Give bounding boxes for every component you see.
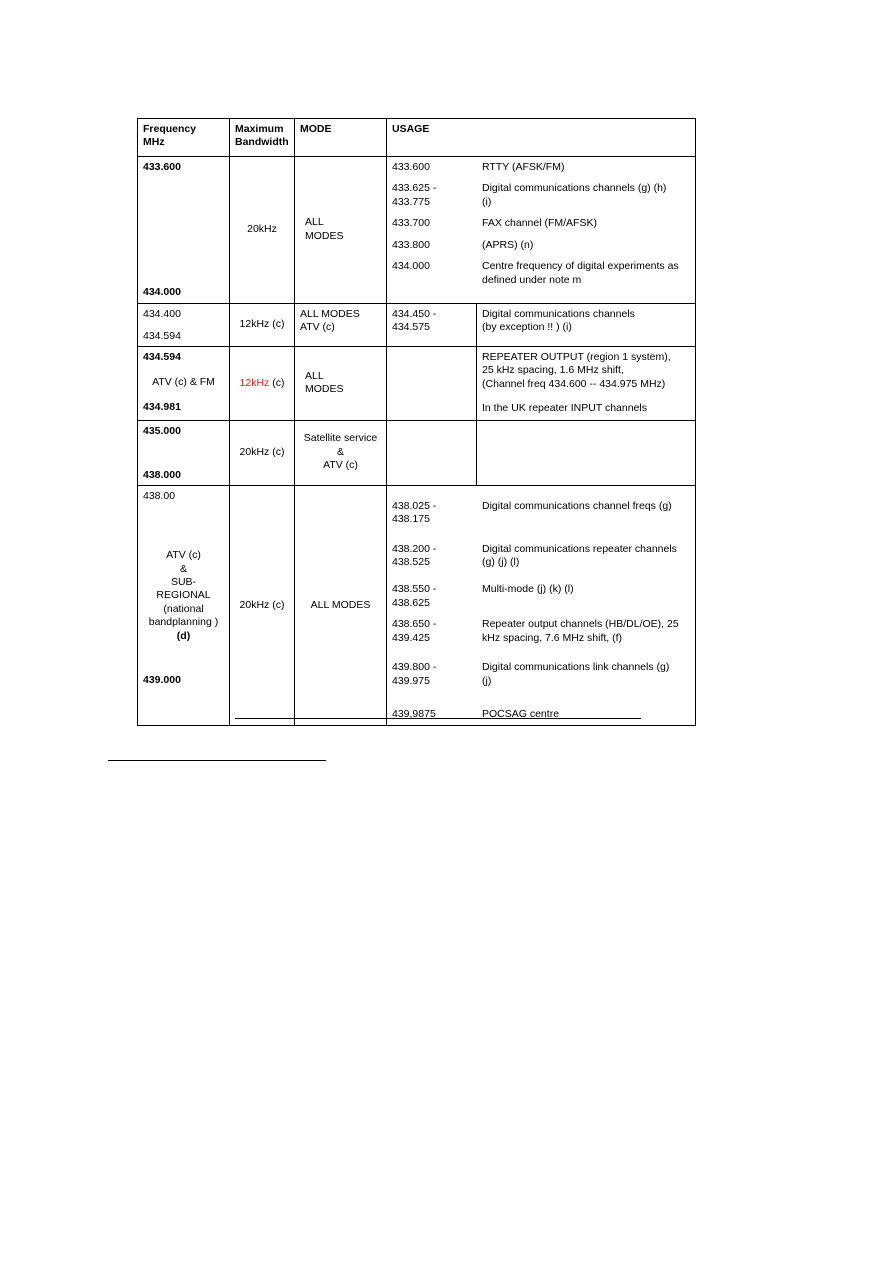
cell-bandwidth-1 xyxy=(230,156,295,303)
row3-mode-line1: ALL xyxy=(305,369,324,382)
usage-entry xyxy=(387,573,695,614)
header-bandwidth-line2: Bandwidth xyxy=(235,136,289,149)
cell-usage-desc-4 xyxy=(477,420,696,485)
row4-bandwidth: 20kHz (c) xyxy=(239,445,285,458)
usage-freq-line1: 439.800 - xyxy=(392,661,437,674)
usage-entry xyxy=(387,235,695,256)
horizontal-rule-upper xyxy=(235,718,641,719)
row4-mode-line2: & xyxy=(336,445,344,458)
row5-freq-mid-block xyxy=(143,549,224,643)
usage-desc xyxy=(477,496,695,531)
table-row xyxy=(138,156,696,303)
row3-usage-line3: (Channel freq 434.600 -- 434.975 MHz) xyxy=(482,377,666,390)
usage-freq-line2: 438.525 xyxy=(392,555,430,568)
usage-desc-line1: Repeater output channels (HB/DL/OE), 25 xyxy=(482,618,679,631)
usage-desc xyxy=(477,657,695,692)
usage-freq-line2: 438.175 xyxy=(392,513,430,526)
usage-desc-line1: Digital communications repeater channels xyxy=(482,542,677,555)
row4-freq-top: 435.000 xyxy=(143,424,181,437)
row3-usage-gap xyxy=(482,391,690,402)
row1-mode-line2: MODES xyxy=(305,229,344,242)
cell-usage-5 xyxy=(387,485,696,726)
band-plan-table xyxy=(137,118,696,726)
row5-mid-line6: bandplanning ) xyxy=(148,616,219,629)
header-frequency-line2: MHz xyxy=(143,136,165,149)
usage-desc xyxy=(477,256,695,291)
table-row xyxy=(138,346,696,420)
usage-desc-line1: Digital communications link channels (g) xyxy=(482,661,670,674)
row4-mode-line1: Satellite service xyxy=(303,432,378,445)
cell-usage-1 xyxy=(387,156,696,303)
header-mode xyxy=(295,119,387,157)
usage-freq xyxy=(387,657,477,692)
usage-desc: FAX channel (FM/AFSK) xyxy=(482,217,597,230)
row1-mode-line1: ALL xyxy=(305,216,324,229)
usage-freq: 434.000 xyxy=(392,260,430,273)
usage-desc-line1: Multi-mode (j) (k) (l) xyxy=(482,583,574,596)
row3-usage-line1: REPEATER OUTPUT (region 1 system), xyxy=(482,350,671,363)
usage-freq xyxy=(387,579,477,614)
cell-usage-freq-2 xyxy=(387,303,477,346)
row5-mid-line7: (d) xyxy=(176,629,191,642)
usage-desc-line1: Digital communications channels (g) (h) xyxy=(482,182,667,195)
row1-bandwidth: 20kHz xyxy=(247,223,277,236)
row2-freq-bottom: 434.594 xyxy=(143,330,181,343)
cell-frequency-range-5 xyxy=(138,485,230,726)
usage-freq: 433.600 xyxy=(392,160,430,173)
usage-desc-line2: defined under note m xyxy=(482,273,582,286)
usage-desc-line1: Centre frequency of digital experiments as xyxy=(482,260,679,273)
row5-freq-bottom: 439.000 xyxy=(143,674,181,687)
usage-entry xyxy=(387,531,695,574)
row3-bandwidth-red: 12kHz xyxy=(239,376,270,389)
usage-desc: (APRS) (n) xyxy=(482,238,534,251)
header-usage-label: USAGE xyxy=(392,123,430,135)
row2-usage-desc-line2: (by exception !! ) (i) xyxy=(482,321,572,334)
usage-freq xyxy=(387,496,477,531)
usage-freq xyxy=(387,178,477,213)
cell-usage-desc-2 xyxy=(477,303,696,346)
usage-entry xyxy=(387,692,695,725)
cell-usage-desc-3 xyxy=(477,346,696,420)
row5-mid-line1: ATV (c) xyxy=(166,549,201,562)
usage-freq-line2: 439.425 xyxy=(392,631,430,644)
row2-usage-freq-line1: 434.450 - xyxy=(392,307,437,320)
usage-freq-line1: 438.550 - xyxy=(392,583,437,596)
row2-bandwidth: 12kHz (c) xyxy=(239,318,285,331)
header-frequency xyxy=(138,119,230,157)
table-row xyxy=(138,420,696,485)
row3-freq-mid: ATV (c) & FM xyxy=(152,376,215,389)
header-frequency-line1: Frequency xyxy=(143,123,197,135)
header-mode-label: MODE xyxy=(300,123,332,135)
row2-mode-line1: ALL MODES xyxy=(300,307,360,320)
usage-freq: 439,9875 xyxy=(392,708,436,720)
cell-mode-1 xyxy=(295,156,387,303)
row5-mode: ALL MODES xyxy=(310,598,371,611)
row5-freq-top: 438.00 xyxy=(143,489,176,502)
row4-freq-bottom: 438.000 xyxy=(143,469,181,482)
usage-freq-line2: 438.625 xyxy=(392,596,430,609)
usage-freq-line2: 433.775 xyxy=(392,195,430,208)
cell-mode-4 xyxy=(295,420,387,485)
row5-mid-line3: SUB- xyxy=(170,575,197,588)
row4-mode-line3: ATV (c) xyxy=(323,459,358,472)
row2-usage-desc-line1: Digital communications channels xyxy=(482,307,635,320)
row2-usage-freq-line2: 434.575 xyxy=(392,321,430,334)
cell-usage-freq-4 xyxy=(387,420,477,485)
table-row xyxy=(138,485,696,726)
usage-desc xyxy=(477,614,695,649)
row3-freq-top: 434.594 xyxy=(143,350,181,363)
row5-mid-line5: (national xyxy=(163,602,204,615)
row3-freq-bottom: 434.981 xyxy=(143,401,181,414)
row2-mode-line2: ATV (c) xyxy=(300,321,335,334)
cell-bandwidth-3 xyxy=(230,346,295,420)
table-header-row xyxy=(138,119,696,157)
row5-mid-line2: & xyxy=(179,562,187,575)
cell-mode-2 xyxy=(295,303,387,346)
usage-freq xyxy=(387,614,477,649)
cell-frequency-range-3 xyxy=(138,346,230,420)
usage-freq-line1: 438.025 - xyxy=(392,499,437,512)
row5-mid-line4: REGIONAL xyxy=(156,589,211,602)
row1-freq-bottom: 434.000 xyxy=(143,286,181,299)
usage-entry xyxy=(387,614,695,649)
table-row xyxy=(138,303,696,346)
usage-desc xyxy=(477,579,695,614)
usage-desc: POCSAG centre xyxy=(482,708,560,720)
usage-desc-line2: (i) xyxy=(482,195,492,208)
row3-mode-line2: MODES xyxy=(305,383,344,396)
usage-freq-line1: 438.200 - xyxy=(392,542,437,555)
usage-entry xyxy=(387,157,695,178)
usage-entry xyxy=(387,178,695,213)
row2-freq-top: 434.400 xyxy=(143,307,181,320)
usage-entry xyxy=(387,213,695,234)
usage-freq-line1: 433.625 - xyxy=(392,182,437,195)
usage-freq-line2: 439.975 xyxy=(392,674,430,687)
header-usage xyxy=(387,119,696,157)
usage-freq xyxy=(387,539,477,574)
row3-usage-line5: In the UK repeater INPUT channels xyxy=(482,402,647,415)
header-bandwidth-line1: Maximum xyxy=(235,123,284,135)
usage-desc-line2: (j) xyxy=(482,674,492,687)
usage-entry xyxy=(387,649,695,692)
cell-bandwidth-2 xyxy=(230,303,295,346)
usage-entry xyxy=(387,486,695,531)
row5-bandwidth: 20kHz (c) xyxy=(239,598,285,611)
cell-frequency-range-2 xyxy=(138,303,230,346)
header-bandwidth xyxy=(230,119,295,157)
cell-usage-freq-3 xyxy=(387,346,477,420)
usage-freq: 433.800 xyxy=(392,238,430,251)
cell-bandwidth-4 xyxy=(230,420,295,485)
usage-desc xyxy=(477,178,695,213)
row1-freq-top: 433.600 xyxy=(143,160,181,173)
usage-desc xyxy=(477,539,695,574)
usage-freq: 433.700 xyxy=(392,217,430,230)
row3-bandwidth-rest: (c) xyxy=(269,376,285,389)
cell-bandwidth-5 xyxy=(230,485,295,726)
usage-desc: RTTY (AFSK/FM) xyxy=(482,160,565,173)
row3-usage-line2: 25 kHz spacing, 1.6 MHz shift, xyxy=(482,364,624,377)
usage-entry xyxy=(387,256,695,291)
usage-freq-line1: 438.650 - xyxy=(392,618,437,631)
cell-frequency-range-4 xyxy=(138,420,230,485)
usage-desc-line2: kHz spacing, 7.6 MHz shift, (f) xyxy=(482,631,623,644)
cell-mode-5 xyxy=(295,485,387,726)
cell-mode-3 xyxy=(295,346,387,420)
cell-frequency-range-1 xyxy=(138,156,230,303)
usage-desc-line1: Digital communications channel freqs (g) xyxy=(482,499,672,512)
usage-desc-line2: (g) (j) (l) xyxy=(482,555,520,568)
horizontal-rule-lower xyxy=(108,760,326,761)
